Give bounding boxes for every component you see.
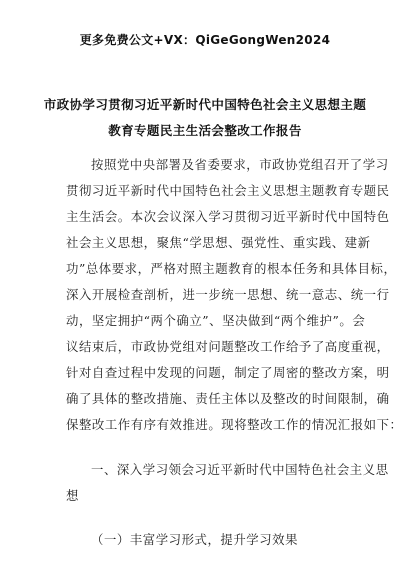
body-line: 按照党中央部署及省委要求，市政协党组召开了学习	[91, 157, 389, 172]
body-line: 议结束后，市政协党组对问题整改工作给予了高度重视，	[66, 339, 390, 354]
section-heading-line-1: 一、深入学习领会习近平新时代中国特色社会主义思	[91, 462, 389, 477]
section-heading-line-2: 想	[66, 488, 79, 503]
report-title-line-2: 教育专题民主生活会整改工作报告	[108, 123, 302, 138]
body-line: 针对自查过程中发现的问题，制定了周密的整改方案，明	[66, 365, 390, 380]
report-title-line-1: 市政协学习贯彻习近平新时代中国特色社会主义思想主题	[43, 97, 367, 112]
subsection-heading: （一）丰富学习形式，提升学习效果	[91, 532, 299, 547]
body-line: 功”总体要求，严格对照主题教育的根本任务和具体目标，	[66, 261, 397, 276]
body-line: 深入开展检查剖析，进一步统一思想、统一意志、统一行	[66, 287, 390, 302]
body-line: 贯彻习近平新时代中国特色社会主义思想主题教育专题民	[66, 183, 390, 198]
body-line: 确了具体的整改措施、责任主体以及整改的时间限制，确	[66, 391, 390, 406]
body-line: 动，坚定拥护“两个确立”、坚决做到“两个维护”。会	[66, 313, 366, 328]
body-line: 社会主义思想，聚焦“学思想、强党性、重实践、建新	[66, 235, 371, 250]
promo-banner: 更多免费公文+VX：QiGeGongWen2024	[79, 33, 331, 47]
body-line: 主生活会。本次会议深入学习贯彻习近平新时代中国特色	[66, 209, 390, 224]
body-line: 保整改工作有序有效推进。现将整改工作的情况汇报如下：	[66, 417, 403, 432]
